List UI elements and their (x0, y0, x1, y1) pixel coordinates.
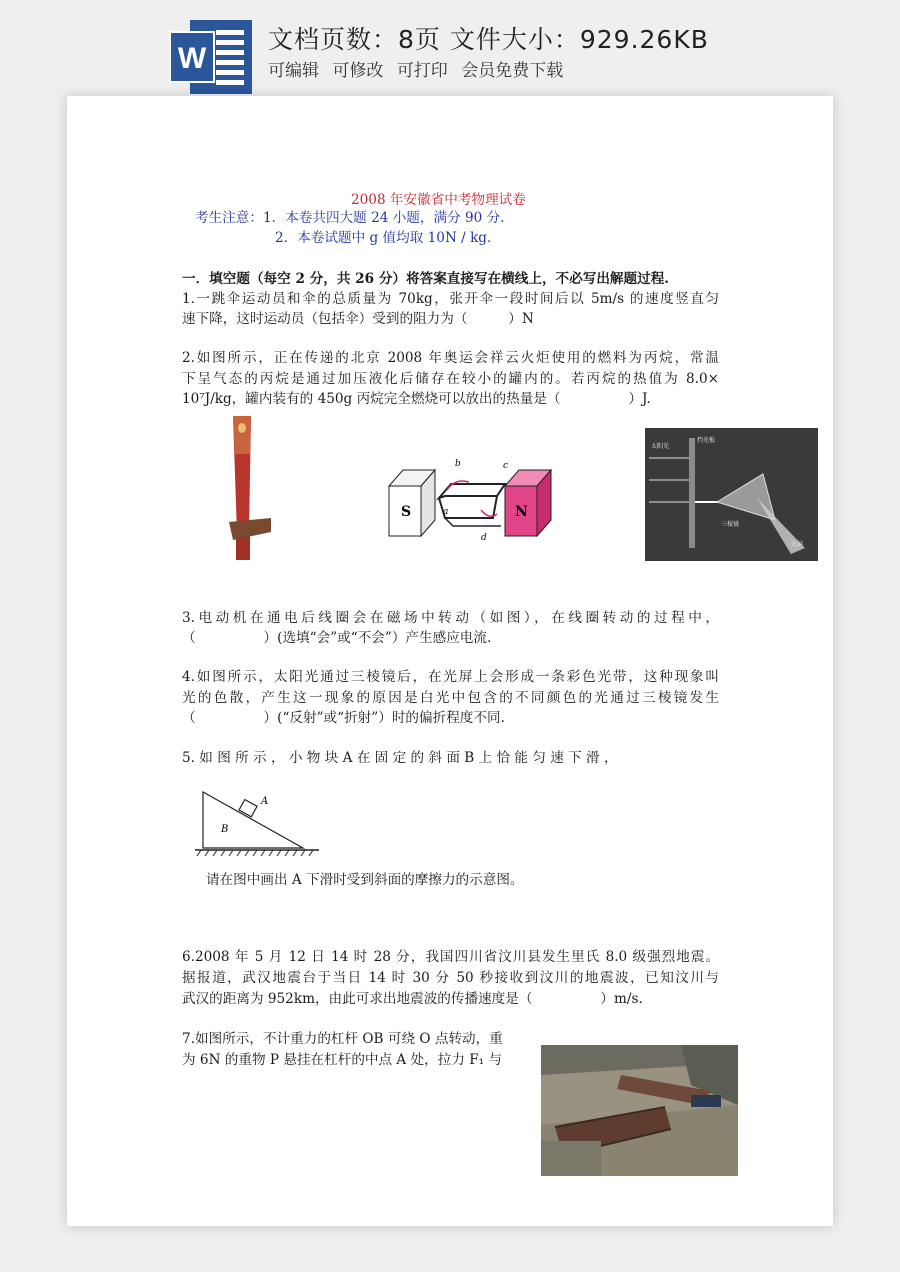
q6-line-1: 6.2008 年 5 月 12 日 14 时 28 分，我国四川省汶川县发生里氏 8.0 级强烈地震。 (182, 949, 719, 965)
q1-line-2: 速下降，这时运动员（包括伞）受到的阻力为（ ）N (182, 311, 534, 327)
q6-line-3: 武汉的距离为 952km，由此可求出地震波的传播速度是（ ）m/s. (182, 991, 643, 1007)
magnet-s-label: S (401, 504, 412, 520)
q5-line-2: 请在图中画出 A 下滑时受到斜面的摩擦力的示意图。 (206, 872, 524, 888)
baffle-label: 挡光板 (697, 437, 716, 444)
doc-actions (268, 56, 571, 81)
doc-info-title: 文档页数：8页 文件大小：929.26KB (268, 25, 709, 54)
q6-line-2: 据报道，武汉地震台于当日 14 时 30 分 50 秒接收到汶川的地震波，已知汶川与 (182, 970, 719, 986)
incline-b-label: B (221, 824, 229, 835)
action-printable: 可打印 (396, 61, 448, 81)
q2-line-2: 下呈气态的丙烷是通过加压液化后储存在较小的罐内的。若丙烷的热值为 8.0× (182, 371, 719, 387)
coil-label-c: c (503, 461, 509, 471)
section-heading: 一．填空题（每空 2 分，共 26 分）将答案直接写在横线上，不必写出解题过程. (182, 271, 670, 287)
motor-coil-figure (385, 456, 553, 548)
coil-label-b: a (443, 507, 449, 517)
screen-label: 光屏 (791, 541, 804, 548)
magnet-n-label: N (515, 504, 528, 520)
notice-line-1: 考生注意：1．本卷共四大题 24 小题，满分 90 分． (195, 210, 514, 226)
q7-line-2: 为 6N 的重物 P 悬挂在杠杆的中点 A 处，拉力 F₁ 与 (182, 1052, 503, 1068)
prism-label: 三棱镜 (721, 521, 740, 528)
q1-line-1: 1.一跳伞运动员和伞的总质量为 70kg，张开伞一段时间后以 5m/s 的速度竖直匀 (182, 291, 719, 307)
q2-line-1: 2.如图所示，正在传递的北京 2008 年奥运会祥云火炬使用的燃料为丙烷，常温 (182, 350, 719, 366)
notice-line-2: 2．本卷试题中 g 值均取 10N / kg． (275, 230, 501, 246)
q2-line-3: 10⁷J/kg，罐内装有的 450g 丙烷完全燃烧可以放出的热量是（ ）J. (182, 391, 651, 407)
torch-figure (225, 414, 275, 562)
incline-figure (195, 788, 323, 858)
q5-line-1: 5. 如 图 所 示 ， 小 物 块 A 在 固 定 的 斜 面 B 上 恰 能 匀 速 下 滑 ， (182, 750, 618, 766)
coil-label-d: d (481, 533, 487, 543)
action-member-download: 会员免费下载 (461, 61, 564, 81)
q4-line-1: 4.如图所示，太阳光通过三棱镜后，在光屏上会形成一条彩色光带，这种现象叫 (182, 669, 719, 685)
word-doc-icon (170, 20, 252, 94)
q3-line-2: （ ）(选填“会”或“不会”）产生感应电流. (182, 630, 492, 646)
q3-line-1: 3.电动机在通电后线圈会在磁场中转动（如图），在线圈转动的过程中， (182, 610, 719, 626)
q4-line-3: （ ）(“反射”或“折射”）时的偏折程度不同. (182, 710, 505, 726)
action-editable: 可编辑 (268, 61, 319, 81)
document-page (67, 96, 833, 1226)
sunlight-label: 太阳光 (651, 443, 670, 450)
doc-title: 2008 年安徽省中考物理试卷 (351, 192, 526, 208)
svg-text:W: W (177, 42, 207, 75)
q4-line-2: 光的色散，产生这一现象的原因是白光中包含的不同颜色的光通过三棱镜发生 (182, 690, 719, 706)
header-bar (0, 0, 900, 96)
bridge-photo-figure (541, 1045, 738, 1176)
q7-line-1: 7.如图所示，不计重力的杠杆 OB 可绕 O 点转动，重 (182, 1031, 503, 1047)
coil-label-a: b (455, 459, 461, 469)
prism-dispersion-figure (645, 428, 818, 561)
block-a-label: A (261, 796, 269, 807)
action-modifiable: 可修改 (332, 61, 384, 81)
